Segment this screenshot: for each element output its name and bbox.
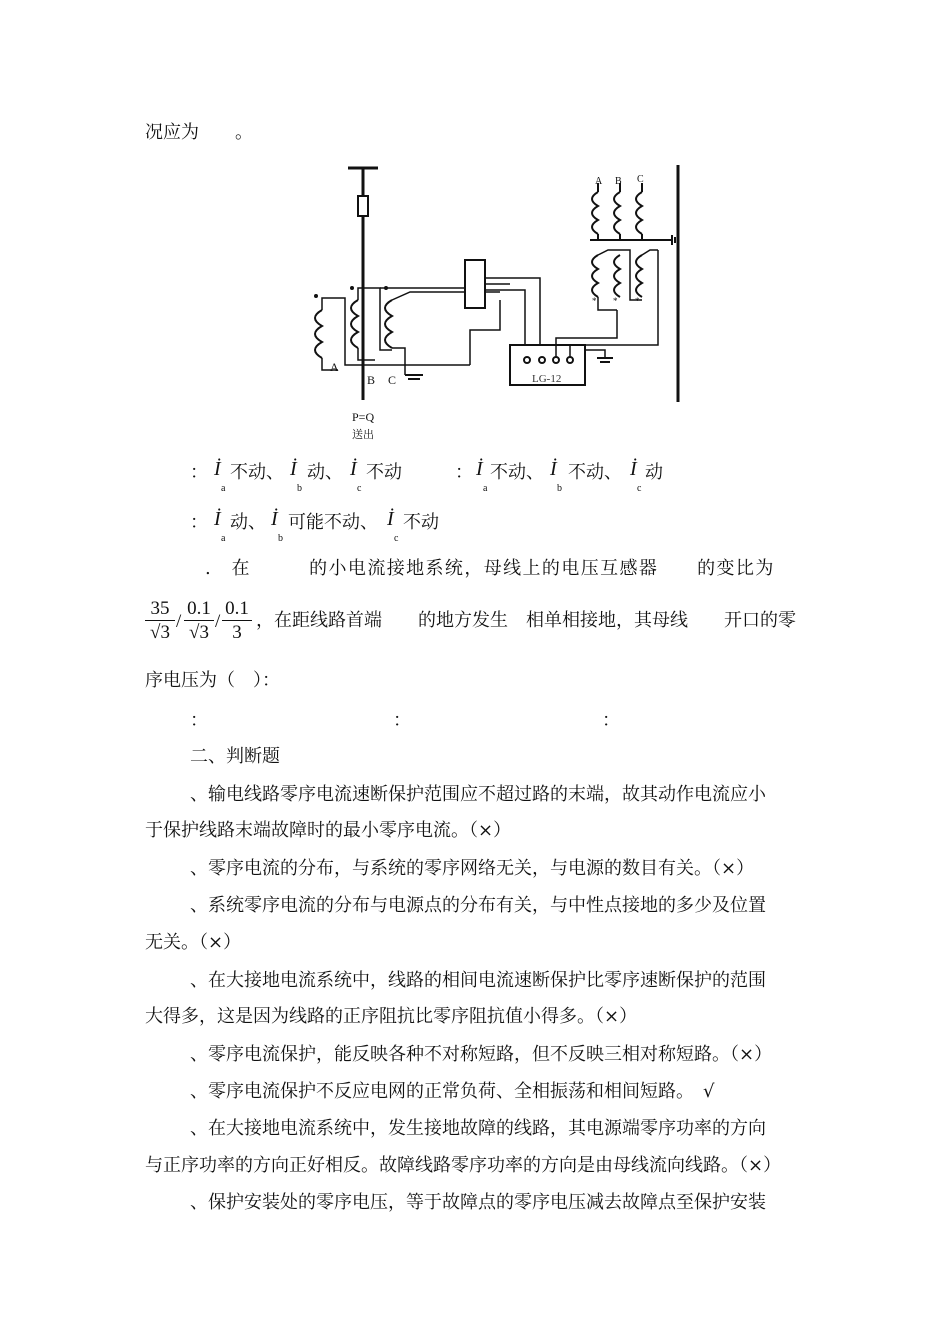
subscript-c-3: c — [394, 533, 399, 544]
subscript-b: b — [297, 483, 302, 494]
judge-7-line-2: 与正序功率的方向正好相反。故障线路零序功率的方向是由母线流向线路。（×） — [145, 1155, 782, 1176]
judge-6: 、零序电流保护不反应电网的正常负荷、全相振荡和相间短路。 √ — [190, 1081, 715, 1102]
pt-primary-b — [614, 192, 620, 234]
ct-label-c: C — [388, 373, 397, 387]
pt-label-a: A — [595, 176, 603, 187]
phasor-ib-2: İ — [550, 458, 557, 480]
pt-secondary-b — [614, 255, 620, 297]
phasor-ia-3: İ — [214, 508, 221, 530]
answer-colon-2: ： — [393, 710, 411, 731]
phasor-ic-3: İ — [387, 508, 394, 530]
section-heading: 二、判断题 — [190, 746, 280, 767]
option-1-part-c: 动、 — [307, 462, 343, 483]
option-3-colon: ： — [190, 512, 208, 533]
subscript-b-3: b — [278, 533, 283, 544]
fraction-2-num: 0.1 — [184, 598, 214, 621]
judge-7-line-1: 、在大接地电流系统中，发生接地故障的线路，其电源端零序功率的方向 — [190, 1118, 766, 1139]
fraction-1 — [145, 598, 175, 645]
subscript-b-2: b — [557, 483, 562, 494]
phasor-ic: İ — [350, 458, 357, 480]
phasor-ia: İ — [214, 458, 221, 480]
circuit-diagram — [0, 0, 950, 460]
phasor-ia-2: İ — [476, 458, 483, 480]
subscript-a-3: a — [221, 533, 226, 544]
pt-label-c: C — [637, 174, 644, 185]
question-line-1: . 在 的小电流接地系统，母线上的电压互感器 的变比为 — [205, 558, 775, 579]
relay-label: LG-12 — [532, 373, 562, 385]
phasor-ic-2: İ — [630, 458, 637, 480]
filter-box — [465, 260, 485, 308]
pt-star-a: * — [592, 296, 597, 306]
pt-star-b: * — [613, 296, 618, 306]
judge-4-line-1: 、在大接地电流系统中，线路的相间电流速断保护比零序速断保护的范围 — [190, 970, 766, 991]
fraction-3-den: 3 — [232, 622, 242, 643]
option-2-part-d: 动 — [645, 462, 663, 483]
subscript-c-2: c — [637, 483, 642, 494]
fraction-2-den: √3 — [189, 622, 209, 643]
phasor-ib-3: İ — [271, 508, 278, 530]
fraction-2 — [184, 598, 214, 645]
ct-label-a: A — [330, 360, 339, 374]
ct-coil-a — [315, 310, 322, 358]
ct-label-b: B — [367, 373, 376, 387]
judge-1-line-2: 于保护线路末端故障时的最小零序电流。（×） — [145, 820, 512, 841]
judge-5: 、零序电流保护，能反映各种不对称短路，但不反映三相对称短路。（×） — [190, 1044, 773, 1065]
option-1-colon: ： — [190, 462, 208, 483]
fraction-1-num: 35 — [145, 598, 175, 621]
power-label: P=Q — [352, 410, 375, 424]
slash-2: / — [215, 611, 221, 632]
question-line-3: 序电压为（ ）： — [145, 670, 280, 691]
send-label: 送出 — [352, 428, 374, 441]
fraction-3 — [222, 598, 252, 645]
fraction-3-num: 0.1 — [222, 598, 252, 621]
ct-coil-b — [351, 300, 358, 348]
judge-2: 、零序电流的分布，与系统的零序网络无关，与电源的数目有关。（×） — [190, 858, 755, 879]
answer-colon-1: ： — [190, 710, 208, 731]
intro-line: 况应为 。 — [145, 122, 253, 143]
subscript-a: a — [221, 483, 226, 494]
option-2-part-c: 不动、 — [568, 462, 622, 483]
option-3-part-c: 可能不动、 — [288, 512, 378, 533]
pt-primary-c — [636, 192, 642, 234]
slash-1: / — [176, 611, 182, 632]
option-3-part-d: 不动 — [403, 512, 439, 533]
pt-label-b: B — [615, 176, 622, 187]
option-3-part-b: 动、 — [230, 512, 266, 533]
pt-secondary-c — [636, 255, 642, 297]
judge-3-line-1: 、系统零序电流的分布与电源点的分布有关，与中性点接地的多少及位置 — [190, 895, 766, 916]
option-1-part-d: 不动 — [366, 462, 402, 483]
judge-3-line-2: 无关。（×） — [145, 932, 242, 953]
option-1-part-b: 不动、 — [230, 462, 284, 483]
breaker-symbol — [358, 196, 368, 216]
subscript-a-2: a — [483, 483, 488, 494]
pt-primary-a — [592, 192, 598, 234]
question-line-2: ，在距线路首端 的地方发生 相单相接地，其母线 开口的零 — [256, 610, 796, 631]
judge-4-line-2: 大得多，这是因为线路的正序阻抗比零序阻抗值小得多。（×） — [145, 1006, 638, 1027]
pt-secondary-a — [592, 255, 598, 297]
pt-star-c: * — [635, 296, 640, 306]
option-2-part-b: 不动、 — [490, 462, 544, 483]
judge-8-line-1: 、保护安装处的零序电压，等于故障点的零序电压减去故障点至保护安装 — [190, 1192, 766, 1213]
fraction-1-den: √3 — [150, 622, 170, 643]
ct-coil-c — [385, 300, 392, 348]
option-2-colon: ： — [455, 462, 473, 483]
subscript-c: c — [357, 483, 362, 494]
phasor-ib: İ — [290, 458, 297, 480]
judge-1-line-1: 、输电线路零序电流速断保护范围应不超过路的末端，故其动作电流应小 — [190, 784, 766, 805]
answer-colon-3: ： — [602, 710, 620, 731]
